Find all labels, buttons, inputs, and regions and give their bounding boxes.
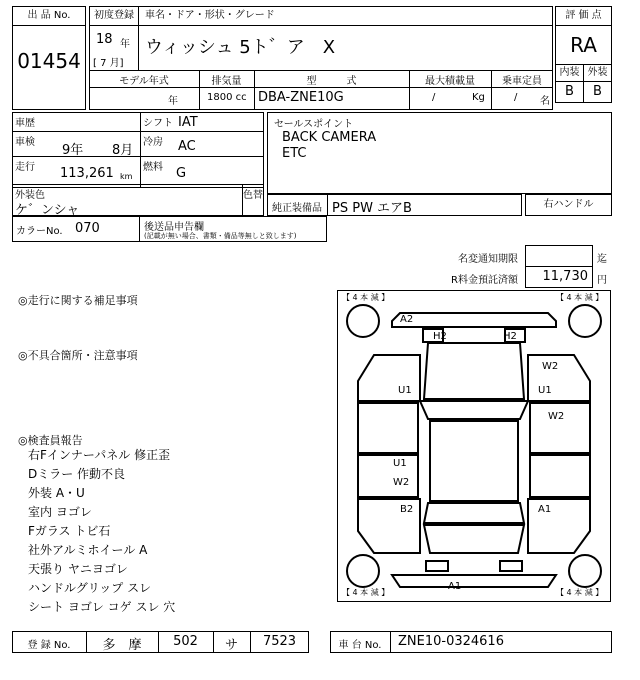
load-label: 最大積載量	[425, 76, 475, 87]
right-rear-door	[530, 455, 590, 497]
mileage-unit: km	[120, 172, 133, 181]
inspector-item: 右Fインナーパネル 修正歪	[28, 448, 171, 462]
first-reg-label-box	[89, 6, 139, 26]
details-box	[12, 112, 264, 188]
post-declare-label: 後送品申告欄	[144, 222, 204, 233]
shift-label: シフト	[143, 118, 173, 129]
hood	[424, 343, 524, 399]
inspector-item: 天張り ヤニヨゴレ	[28, 562, 128, 576]
capacity-label: 乗車定員	[502, 76, 542, 87]
handle-value: 右ハンドル	[543, 199, 594, 210]
reg-label: 登 録 No.	[27, 640, 71, 651]
interior-grade: B	[565, 84, 574, 99]
corner-label-tl: 【 4 本 減 】	[342, 293, 390, 302]
grade-box	[555, 25, 612, 65]
mark-u1-left: U1	[398, 385, 412, 396]
inspector-item: Fガラス トビ石	[28, 524, 111, 538]
trunk	[424, 525, 524, 553]
details-line	[12, 156, 264, 157]
carname-label: 車名・ドア・形状・グレード	[145, 10, 275, 21]
handle-box	[525, 194, 612, 216]
driving-notes-label: ◎走行に関する補足事項	[18, 294, 138, 307]
front-bumper	[392, 313, 556, 327]
mark-b2-left: B2	[400, 504, 414, 515]
type-label: 型 式	[306, 76, 357, 87]
corner-label-br: 【 4 本 減 】	[556, 588, 604, 597]
load-value: /	[432, 92, 436, 103]
exterior-label-box	[583, 64, 612, 82]
inspector-item: ハンドルグリップ スレ	[28, 581, 152, 595]
interior-label-box	[555, 64, 584, 82]
lot-label: 出 品 No.	[27, 10, 71, 21]
ac-value: AC	[178, 139, 196, 154]
color-change-label: 色替	[243, 190, 263, 201]
inspector-item: シート ヨゴレ コゲ スレ 穴	[28, 600, 176, 614]
defects-label: ◎不具合箇所・注意事項	[18, 349, 138, 362]
carname: ウィッシュ 5ト゛ア X	[145, 37, 336, 58]
sales-points-label: セールスポイント	[274, 119, 354, 130]
inspector-item: Dミラー 作動不良	[28, 467, 126, 481]
oem-equip-label: 純正装備品	[272, 203, 322, 214]
tire-rear-left	[347, 555, 379, 587]
sales-point-item: BACK CAMERA	[282, 130, 377, 145]
ac-label: 冷房	[143, 137, 163, 148]
grade-label-box	[555, 6, 612, 26]
recycle-unit: 円	[597, 275, 607, 286]
exterior-color-label: 外装色	[15, 190, 45, 201]
car-diagram	[337, 290, 611, 602]
carname-box	[138, 25, 553, 71]
model-year-label: モデル年式	[119, 76, 169, 87]
tire-front-right	[569, 305, 601, 337]
mark-h2-right: H2	[503, 331, 517, 342]
fuel-value: G	[176, 166, 187, 181]
fuel-label: 燃料	[143, 162, 163, 173]
first-reg-year: 18	[96, 32, 113, 47]
capacity-value: /	[514, 92, 518, 103]
details-line	[12, 131, 264, 132]
carname-label-box	[138, 6, 553, 26]
color-no-box	[12, 216, 140, 242]
grade-label: 評 価 点	[565, 10, 602, 21]
type-value: DBA-ZNE10G	[258, 90, 344, 105]
tail-left	[426, 561, 448, 571]
inspector-item: 社外アルミホイール A	[28, 543, 148, 557]
reg-kana: サ	[224, 638, 238, 653]
exterior-grade-box	[583, 81, 612, 103]
lot-number-box	[12, 25, 86, 110]
roof	[430, 421, 518, 501]
name-change-label: 名変通知期限	[458, 254, 518, 265]
sales-point-item: ETC	[282, 146, 307, 161]
mark-w2-mid: W2	[393, 477, 410, 488]
corner-label-tr: 【 4 本 減 】	[556, 293, 604, 302]
post-declare-box	[139, 216, 327, 242]
inspector-label: ◎検査員報告	[18, 434, 83, 447]
exterior-grade: B	[593, 84, 602, 99]
mileage-value: 113,261	[60, 166, 114, 181]
chassis-value: ZNE10-0324616	[398, 634, 504, 649]
tire-rear-right	[569, 555, 601, 587]
name-change-value-box	[525, 245, 593, 267]
mark-u1-right: U1	[538, 385, 552, 396]
exterior-label: 外装	[587, 67, 608, 78]
mark-u1-mid: U1	[393, 458, 407, 469]
car-diagram-svg	[338, 291, 610, 601]
grade-value: RA	[570, 33, 597, 57]
interior-grade-box	[555, 81, 584, 103]
year-unit: 年	[120, 39, 130, 50]
lot-number: 01454	[17, 49, 81, 73]
inspector-list	[28, 446, 175, 617]
first-reg-box	[89, 25, 139, 71]
history-label: 車歴	[15, 118, 35, 129]
chassis-divider	[390, 631, 391, 653]
oem-equip-value: PS PW エアB	[332, 201, 412, 216]
reg-class: 502	[173, 634, 198, 649]
first-reg-label: 初度登録	[94, 10, 134, 21]
inspector-item: 室内 ヨゴレ	[28, 505, 92, 519]
rear-glass	[424, 503, 524, 523]
mark-a2-top: A2	[400, 314, 414, 325]
left-front-door	[358, 403, 418, 453]
mark-w2-top-right: W2	[542, 361, 559, 372]
reg-number: 7523	[262, 634, 297, 649]
corner-label-bl: 【 4 本 減 】	[342, 588, 390, 597]
exterior-color-value: ケ゛ンシャ	[15, 203, 80, 218]
inspector-item: 外装 A・U	[28, 486, 85, 500]
chassis-label: 車 台 No.	[338, 640, 382, 651]
shift-value: IAT	[178, 115, 198, 130]
model-year-unit: 年	[168, 96, 178, 107]
tire-front-left	[347, 305, 379, 337]
displacement-label: 排気量	[211, 76, 242, 87]
lot-label-box	[12, 6, 86, 26]
mark-a1-bottom: A1	[448, 581, 462, 592]
name-change-unit: 迄	[597, 254, 607, 265]
recycle-label: R料金預託済額	[451, 275, 518, 286]
displacement-value: 1800 cc	[207, 92, 247, 103]
mark-h2-left: H2	[433, 331, 447, 342]
recycle-value: 11,730	[542, 269, 588, 284]
color-no-label: カラーNo.	[16, 226, 63, 237]
details-divider	[140, 112, 141, 188]
load-unit: Kg	[472, 92, 485, 103]
rear-bumper	[392, 575, 556, 587]
mark-a1-right: A1	[538, 504, 552, 515]
interior-label: 内装	[559, 67, 580, 78]
post-declare-note: (記載が無い場合、書類・備品等無しと致します)	[144, 232, 297, 240]
first-reg-month: [ 7 月]	[93, 58, 124, 69]
color-no-value: 070	[75, 221, 100, 236]
inspection-month: 8月	[112, 143, 134, 158]
inspection-label: 車検	[15, 137, 35, 148]
oem-divider	[327, 194, 328, 216]
left-rear-door	[358, 455, 418, 497]
capacity-unit: 名	[540, 96, 550, 107]
windshield	[420, 401, 528, 419]
reg-area: 多 摩	[102, 638, 142, 653]
mileage-label: 走行	[15, 162, 35, 173]
sales-points-box	[267, 112, 612, 194]
mark-w2-right: W2	[548, 411, 565, 422]
tail-right	[500, 561, 522, 571]
recycle-value-box	[525, 266, 593, 288]
inspection-year: 9年	[62, 143, 84, 158]
